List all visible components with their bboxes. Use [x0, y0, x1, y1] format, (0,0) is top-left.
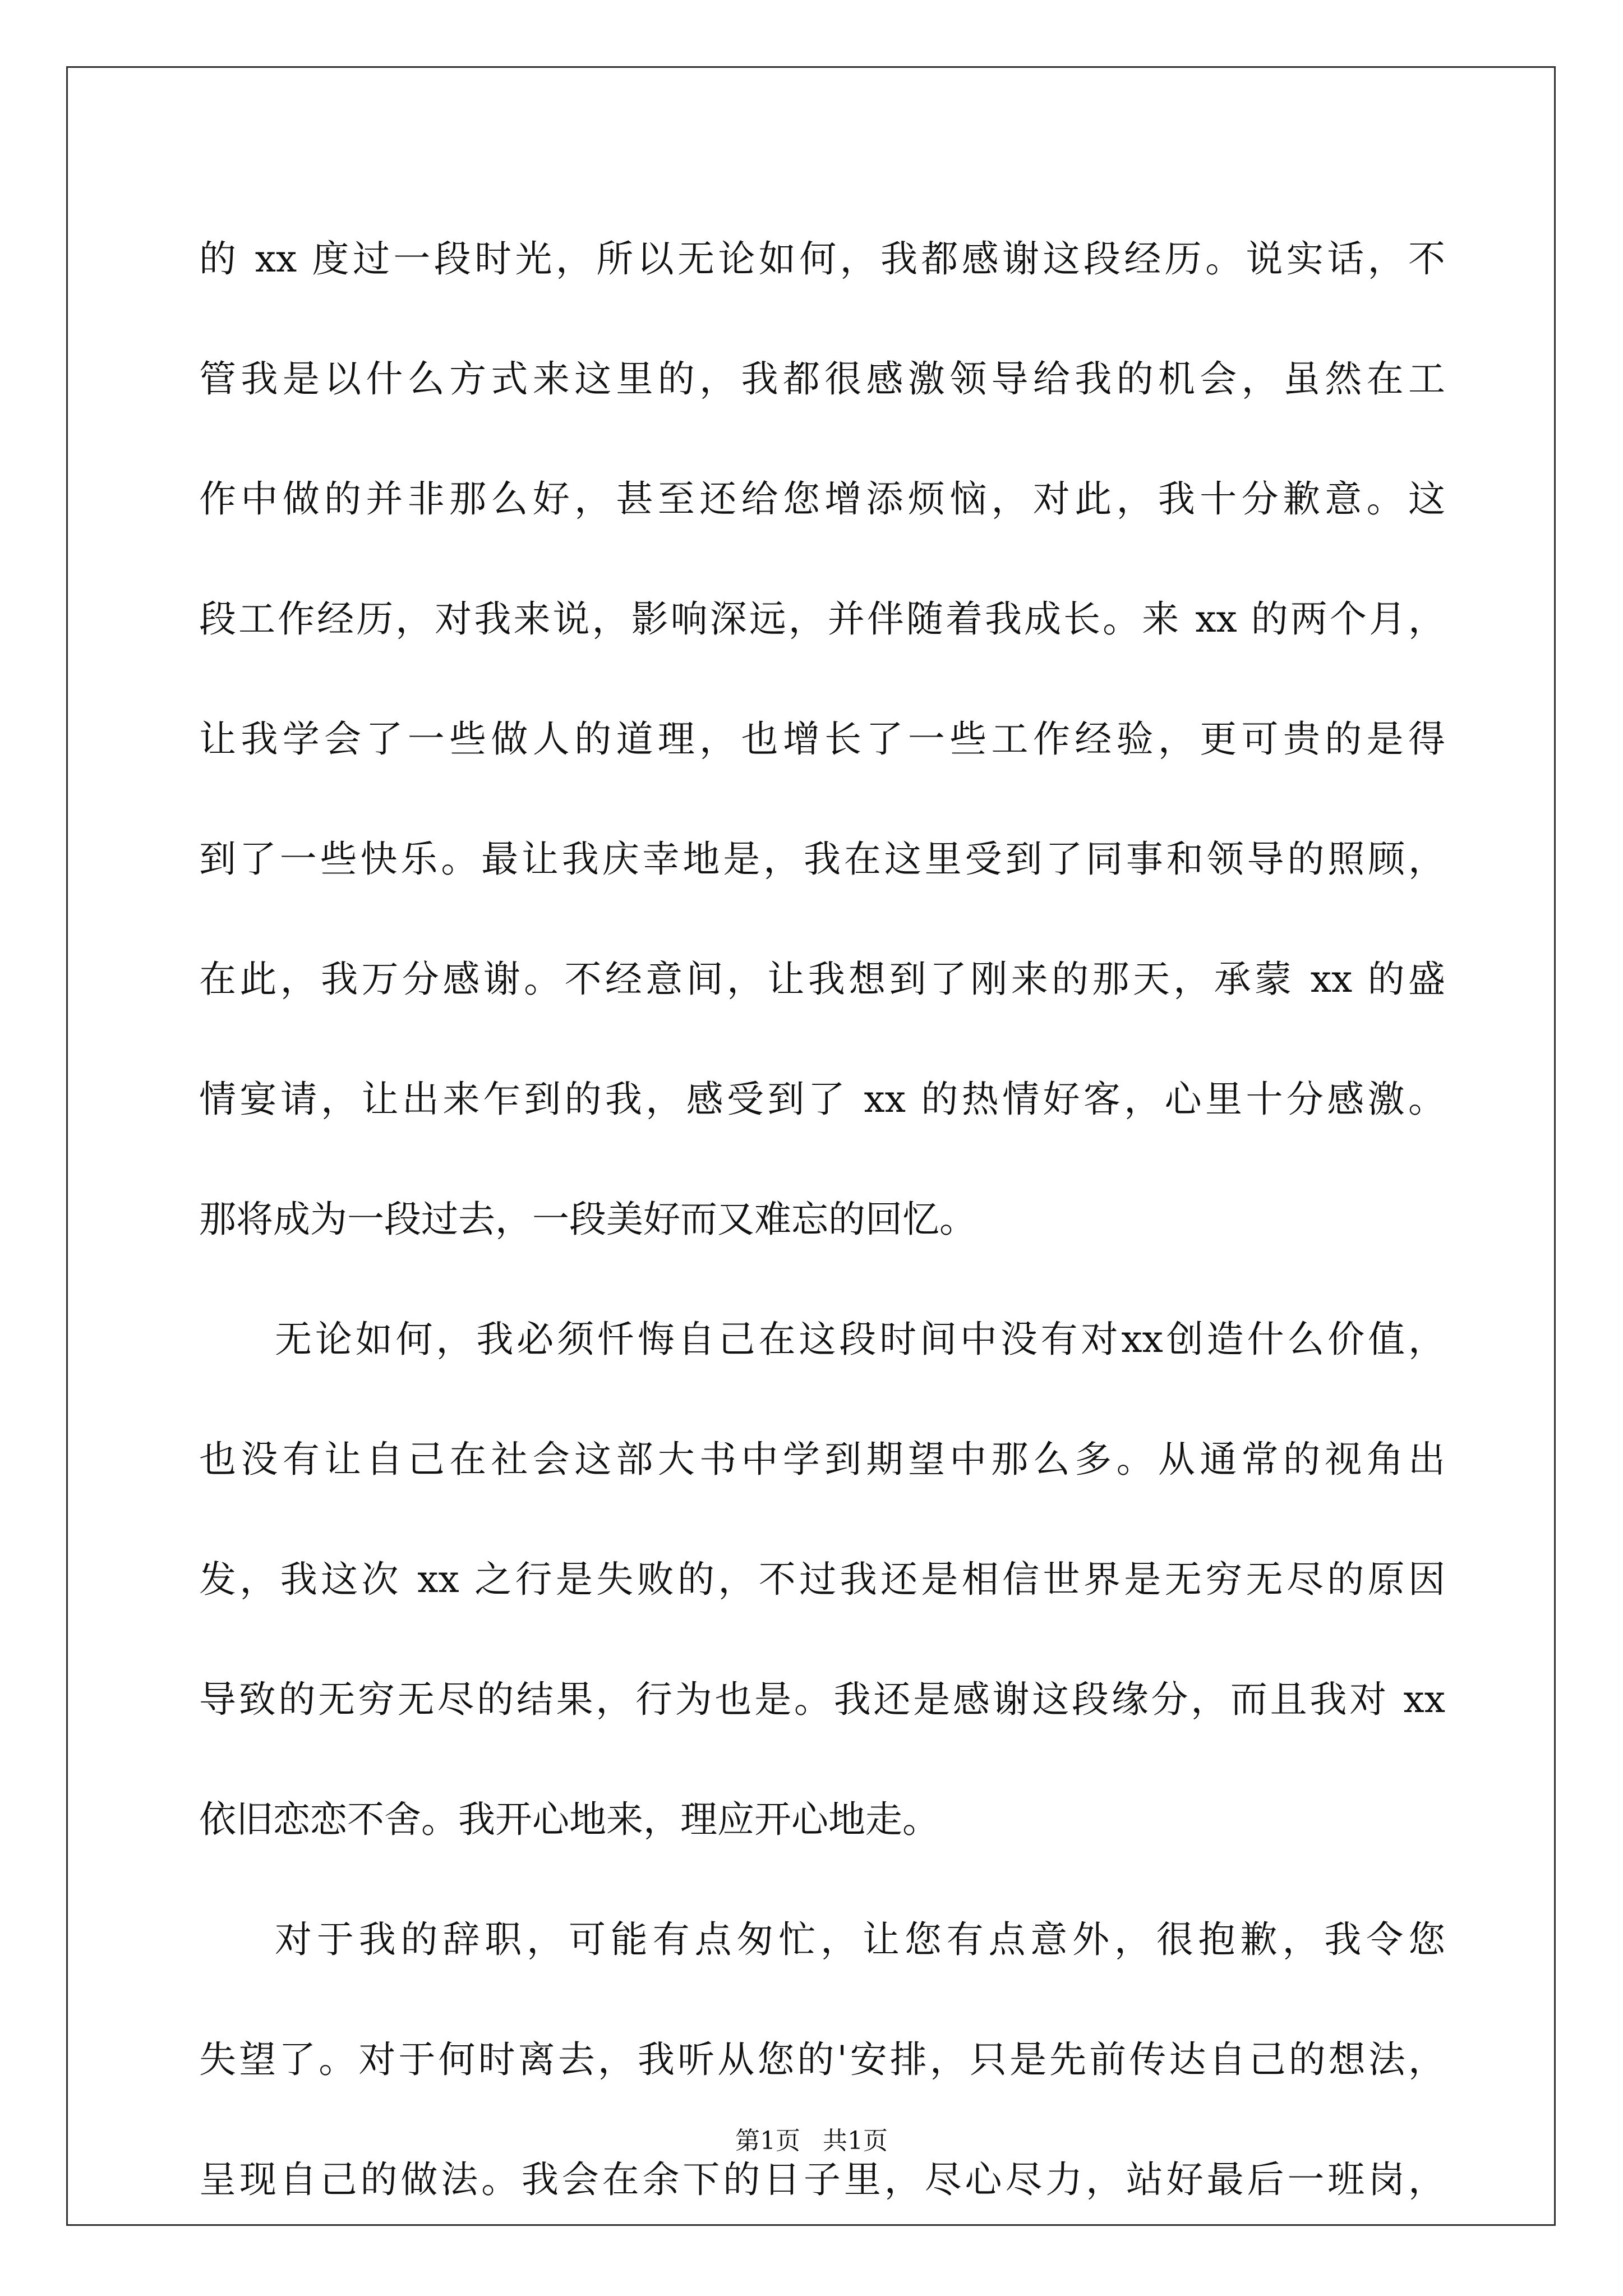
text-line: 呈现自己的做法。我会在余下的日子里，尽心尽力，站好最后一班岗， [199, 2158, 1445, 2201]
text-line: 管我是以什么方式来这里的，我都很感激领导给我的机会，虽然在工 [199, 357, 1445, 401]
document-body [199, 199, 1445, 2240]
text-line: 失望了。对于何时离去，我听从您的'安排，只是先前传达自己的想法， [199, 2038, 1445, 2081]
text-line: 在此，我万分感谢。不经意间，让我想到了刚来的那天，承蒙 xx 的盛 [199, 958, 1445, 1001]
text-line: 到了一些快乐。最让我庆幸地是，我在这里受到了同事和领导的照顾， [199, 838, 1445, 881]
text-line: 导致的无穷无尽的结果，行为也是。我还是感谢这段缘分，而且我对 xx [199, 1678, 1445, 1721]
text-line: 作中做的并非那么好，甚至还给您增添烦恼，对此，我十分歉意。这 [199, 477, 1445, 521]
paragraph-1 [199, 199, 1445, 1280]
text-line: 的 xx 度过一段时光，所以无论如何，我都感谢这段经历。说实话，不 [199, 237, 1445, 280]
text-line: 情宴请，让出来乍到的我，感受到了 xx 的热情好客，心里十分感激。 [199, 1078, 1445, 1121]
text-line: 依旧恋恋不舍。我开心地来，理应开心地走。 [199, 1798, 939, 1841]
text-line: 无论如何，我必须忏悔自己在这段时间中没有对xx创造什么价值， [275, 1318, 1445, 1361]
text-line: 发，我这次 xx 之行是失败的，不过我还是相信世界是无穷无尽的原因 [199, 1558, 1445, 1601]
paragraph-3 [199, 1880, 1445, 2240]
paragraph-2 [199, 1280, 1445, 1880]
text-line: 让我学会了一些做人的道理，也增长了一些工作经验，更可贵的是得 [199, 717, 1445, 761]
page-total: 共1页 [823, 2127, 888, 2155]
page-footer [0, 2120, 1623, 2156]
text-line: 那将成为一段过去，一段美好而又难忘的回忆。 [199, 1198, 976, 1241]
text-line: 对于我的辞职，可能有点匆忙，让您有点意外，很抱歉，我令您 [275, 1918, 1445, 1961]
text-line: 也没有让自己在社会这部大书中学到期望中那么多。从通常的视角出 [199, 1438, 1445, 1481]
text-line: 段工作经历，对我来说，影响深远，并伴随着我成长。来 xx 的两个月， [199, 597, 1445, 641]
page-number: 第1页 [735, 2127, 800, 2155]
